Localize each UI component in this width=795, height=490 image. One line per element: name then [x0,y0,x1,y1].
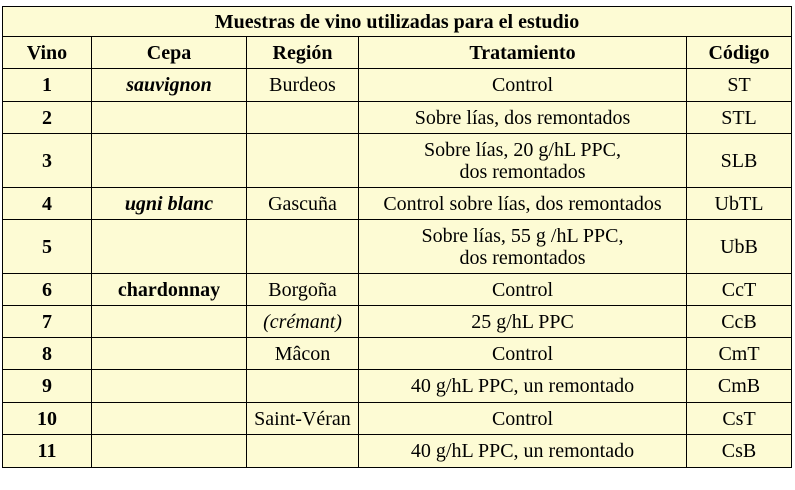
cell-tratamiento [359,134,687,188]
tratamiento-line: Sobre lías, 55 g /hL PPC, [421,224,624,247]
cell-cepa [92,403,247,435]
cell-tratamiento [359,306,687,338]
cell-cepa [92,370,247,403]
cell-codigo: ST [687,69,792,102]
cell-tratamiento [359,188,687,220]
cell-tratamiento [359,403,687,435]
tratamiento-line: Control [491,278,554,301]
tratamiento-line: Sobre lías, dos remontados [414,106,631,129]
cell-vino: 11 [3,435,92,468]
cell-cepa [92,338,247,370]
cell-codigo: CcT [687,274,792,306]
cell-cepa [92,220,247,274]
tratamiento-line: Sobre lías, 20 g/hL PPC, [423,138,622,161]
tratamiento-line: 40 g/hL PPC, un remontado [410,375,635,397]
cell-codigo: UbB [687,220,792,274]
cell-codigo: CmT [687,338,792,370]
cell-region [247,134,359,188]
cell-region: Saint-Véran [247,403,359,435]
cell-region: Burdeos [247,69,359,102]
cell-region [247,102,359,134]
cell-cepa: sauvignon [92,69,247,102]
cell-region [247,220,359,274]
cell-cepa [92,435,247,468]
cell-vino: 2 [3,102,92,134]
table-title: Muestras de vino utilizadas para el estudio [3,7,792,37]
cell-vino: 6 [3,274,92,306]
cell-tratamiento [359,220,687,274]
tratamiento-line: Control [491,74,554,96]
cell-region: Mâcon [247,338,359,370]
table-row [3,370,792,403]
table-row [3,435,792,468]
cell-vino: 4 [3,188,92,220]
cell-region: Gascuña [247,188,359,220]
cell-vino: 3 [3,134,92,188]
tratamiento-line: 40 g/hL PPC, un remontado [410,440,635,462]
header-region: Región [247,37,359,69]
table-row [3,220,792,274]
cell-codigo: STL [687,102,792,134]
cell-tratamiento [359,274,687,306]
cell-codigo: UbTL [687,188,792,220]
header-cepa: Cepa [92,37,247,69]
cell-codigo: CcB [687,306,792,338]
table-row [3,102,792,134]
header-vino: Vino [3,37,92,69]
cell-vino: 1 [3,69,92,102]
cell-tratamiento [359,69,687,102]
cell-vino: 7 [3,306,92,338]
cell-codigo: CsT [687,403,792,435]
table-row [3,134,792,188]
cell-vino: 8 [3,338,92,370]
table-row [3,403,792,435]
cell-region: Borgoña [247,274,359,306]
tratamiento-line: Control sobre lías, dos remontados [383,192,662,215]
cell-codigo: CsB [687,435,792,468]
cell-codigo: SLB [687,134,792,188]
cell-tratamiento [359,338,687,370]
cell-cepa [92,306,247,338]
table-row [3,188,792,220]
table-row [3,306,792,338]
header-codigo: Código [687,37,792,69]
tratamiento-line: dos remontados [459,246,586,269]
cell-codigo: CmB [687,370,792,403]
tratamiento-line: Control [491,407,554,430]
cell-cepa: ugni blanc [92,188,247,220]
tratamiento-line: 25 g/hL PPC [471,310,574,333]
cell-cepa [92,102,247,134]
cell-cepa [92,134,247,188]
cell-cepa: chardonnay [92,274,247,306]
cell-tratamiento [359,370,687,403]
cell-vino: 10 [3,403,92,435]
cell-region [247,370,359,403]
cell-tratamiento [359,435,687,468]
cell-vino: 9 [3,370,92,403]
cell-vino: 5 [3,220,92,274]
table-row [3,69,792,102]
cell-region: (crémant) [247,306,359,338]
cell-region [247,435,359,468]
table-row [3,274,792,306]
table-row [3,338,792,370]
header-tratamiento: Tratamiento [359,37,687,69]
tratamiento-line: dos remontados [459,160,586,183]
cell-tratamiento [359,102,687,134]
wine-samples-table [2,6,792,468]
tratamiento-line: Control [491,342,554,365]
